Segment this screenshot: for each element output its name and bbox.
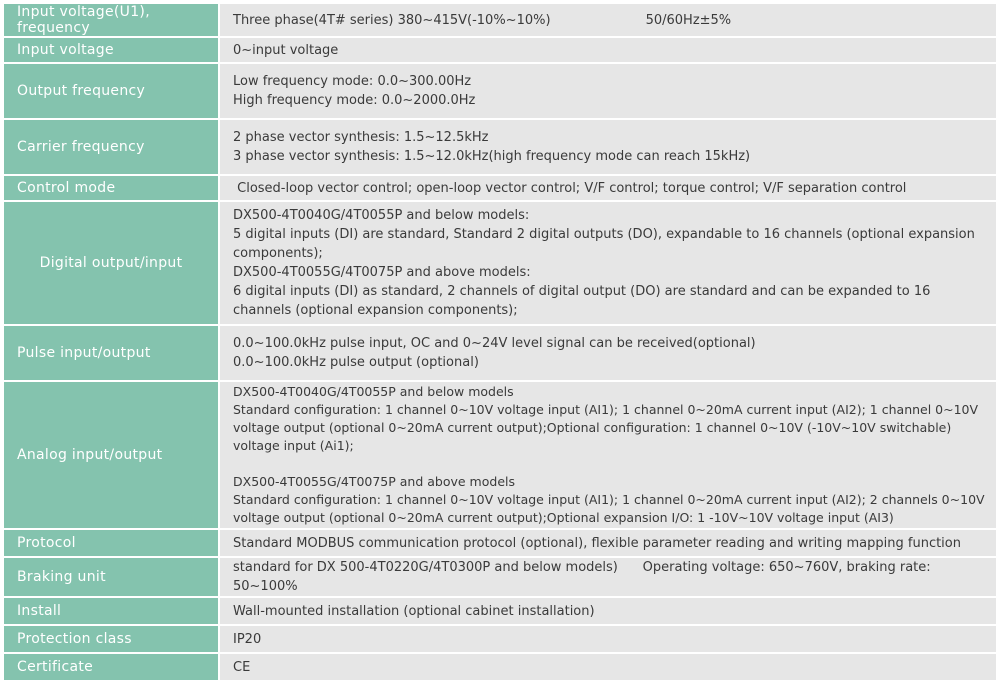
spec-row: [3, 381, 997, 529]
spec-row: [3, 625, 997, 653]
spec-value: [219, 557, 997, 597]
spec-label: Install: [3, 597, 219, 625]
spec-value: [219, 63, 997, 119]
spec-label: Control mode: [3, 175, 219, 201]
spec-value-line: 2 phase vector synthesis: 1.5~12.5kHz: [233, 130, 489, 145]
spec-value-line: Standard configuration: 1 channel 0~10V voltage input (AI1); 1 channel 0~20mA current input (AI2); 1 channel 0~10V voltage output (optional 0~20mA current output);Optional configuration: 1 channel 0~10V (-10V~10V switchable) voltage input (Ai1);: [233, 402, 983, 453]
spec-row: [3, 325, 997, 381]
spec-value: [219, 529, 997, 557]
spec-row: [3, 529, 997, 557]
spec-row: [3, 557, 997, 597]
spec-row: [3, 175, 997, 201]
spec-value-line: DX500-4T0055G/4T0075P and above models:: [233, 265, 531, 280]
spec-row: [3, 119, 997, 175]
spec-row: [3, 3, 997, 37]
spec-value: [219, 381, 997, 529]
spec-value-line: Standard configuration: 1 channel 0~10V voltage input (AI1); 1 channel 0~20mA current input (AI2); 2 channels 0~10V voltage output (optional 0~20mA current output);Optional expansion I/O: 1 -10V~10V voltage input (AI3): [233, 492, 989, 525]
spec-label: Input voltage: [3, 37, 219, 63]
spec-label: Output frequency: [3, 63, 219, 119]
spec-row: [3, 37, 997, 63]
spec-value: [219, 37, 997, 63]
spec-value-line: Low frequency mode: 0.0~300.00Hz: [233, 74, 472, 89]
spec-table-body: [3, 3, 997, 681]
spec-value-line: DX500-4T0040G/4T0055P and below models: [233, 384, 514, 399]
spec-value: [219, 119, 997, 175]
spec-value-line: Standard MODBUS communication protocol (optional), flexible parameter reading and writing mapping function: [233, 535, 961, 551]
spec-label: Certificate: [3, 653, 219, 681]
spec-value: [219, 201, 997, 325]
spec-label: Protection class: [3, 625, 219, 653]
spec-value-line: DX500-4T0040G/4T0055P and below models:: [233, 208, 530, 223]
spec-value-line: 3 phase vector synthesis: 1.5~12.0kHz(high frequency mode can reach 15kHz): [233, 149, 751, 164]
spec-value: [219, 325, 997, 381]
spec-value-line: Closed-loop vector control; open-loop vector control; V/F control; torque control; V/F separation control: [233, 180, 907, 196]
spec-value-line: Wall-mounted installation (optional cabinet installation): [233, 603, 595, 619]
spec-value-line: DX500-4T0055G/4T0075P and above models: [233, 474, 515, 489]
spec-value-line: Three phase(4T# series) 380~415V(-10%~10%) 50/60Hz±5%: [233, 12, 732, 28]
spec-row: [3, 653, 997, 681]
spec-value-line: High frequency mode: 0.0~2000.0Hz: [233, 93, 476, 108]
spec-table: [2, 2, 998, 682]
spec-value-spacer: [233, 455, 988, 473]
spec-value-line: 6 digital inputs (DI) as standard, 2 channels of digital output (DO) are standard and can be expanded to 16 channels (optional expansion components);: [233, 284, 935, 318]
spec-value-line: 0.0~100.0kHz pulse input, OC and 0~24V level signal can be received(optional): [233, 336, 756, 351]
spec-value-line: 5 digital inputs (DI) are standard, Standard 2 digital outputs (DO), expandable to 16 channels (optional expansion components);: [233, 227, 979, 261]
spec-value-line: 0~input voltage: [233, 42, 339, 58]
spec-label: Carrier frequency: [3, 119, 219, 175]
spec-row: [3, 63, 997, 119]
spec-label: Input voltage(U1), frequency: [3, 3, 219, 37]
spec-value: [219, 175, 997, 201]
spec-label: Pulse input/output: [3, 325, 219, 381]
spec-label: Protocol: [3, 529, 219, 557]
spec-label: Braking unit: [3, 557, 219, 597]
spec-value: [219, 3, 997, 37]
spec-value-line: standard for DX 500-4T0220G/4T0300P and below models) Operating voltage: 650~760V, braking rate: 50~100%: [233, 560, 935, 594]
spec-value: [219, 625, 997, 653]
spec-value-line: 0.0~100.0kHz pulse output (optional): [233, 355, 479, 370]
spec-row: [3, 201, 997, 325]
spec-label: Digital output/input: [3, 201, 219, 325]
spec-value: [219, 653, 997, 681]
spec-row: [3, 597, 997, 625]
spec-value: [219, 597, 997, 625]
spec-value-line: CE: [233, 659, 251, 675]
spec-label: Analog input/output: [3, 381, 219, 529]
spec-value-line: IP20: [233, 631, 262, 647]
